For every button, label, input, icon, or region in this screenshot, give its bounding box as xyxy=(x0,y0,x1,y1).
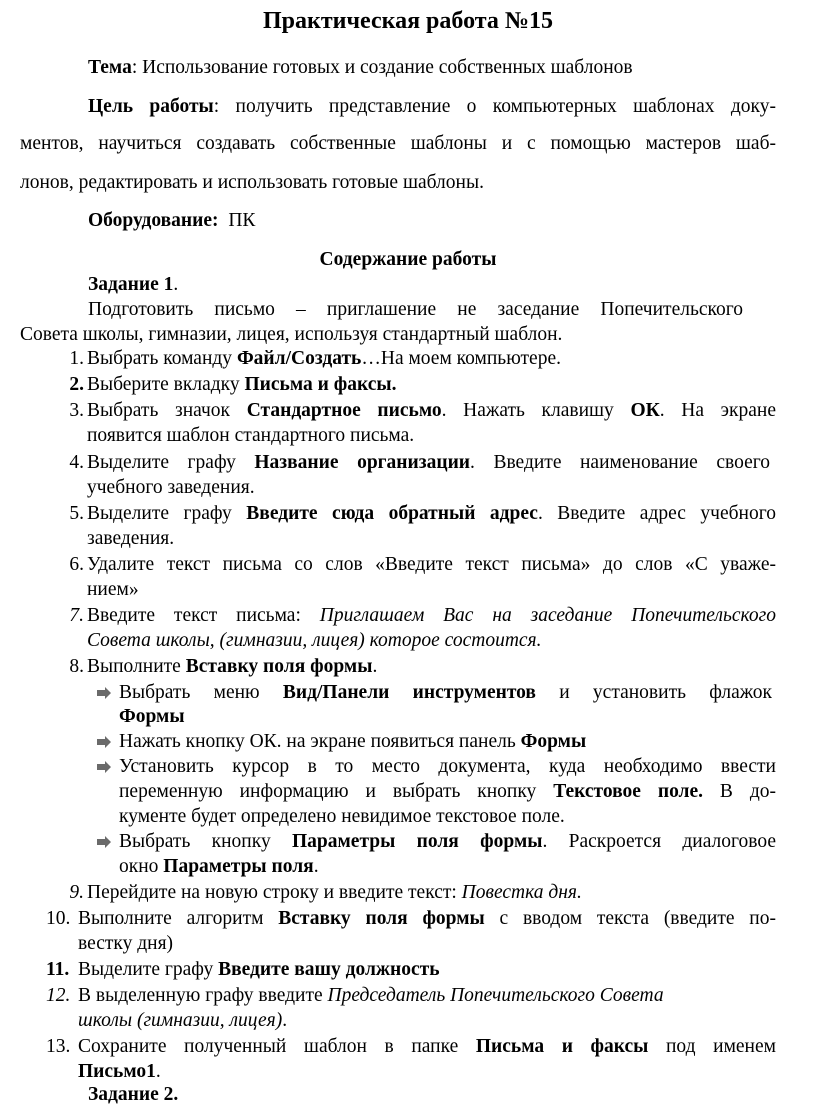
step-number: 9. xyxy=(69,882,84,903)
step-text-plain: Выделите графу xyxy=(87,503,247,524)
task1-label: Задание 1 xyxy=(88,274,174,295)
step-text: Удалите текст письма со слов «Введите текст письма» до слов «С уваже- xyxy=(87,554,776,575)
step-text xyxy=(78,1034,776,1060)
step-number: 6. xyxy=(69,554,84,575)
step-text-bold: Письмо1 xyxy=(78,1061,156,1082)
step-text-italic: Председатель Попечительского Совета xyxy=(327,985,664,1006)
step-number: 8. xyxy=(69,656,84,677)
task2-heading: Задание 2. xyxy=(88,1084,179,1105)
step-text xyxy=(87,450,770,476)
step-text xyxy=(87,880,776,906)
topic-text: : Использование готовых и создание собственных шаблонов xyxy=(131,57,633,78)
step-text-bold: Вставку поля формы xyxy=(185,656,373,677)
step-number: 4. xyxy=(69,452,84,473)
step-text-plain: . xyxy=(282,1010,288,1031)
step-7-cont: Совета школы, (гимназии, лицея) которое состоится. xyxy=(87,630,542,651)
step-text-plain: . Нажать клавишу xyxy=(441,400,631,421)
task1-intro-1: Подготовить письмо – приглашение не заседание Попечительского xyxy=(88,299,743,320)
step-number: 1. xyxy=(69,348,84,369)
step-text xyxy=(87,372,776,398)
step-text-plain: Сохраните полученный шаблон в папке xyxy=(78,1036,476,1057)
step-text-plain: Выполните алгоритм xyxy=(78,908,279,929)
sub-text-plain: и установить флажок xyxy=(535,682,773,703)
content-heading: Содержание работы xyxy=(319,249,497,270)
step-text xyxy=(87,603,776,629)
topic-label: Тема xyxy=(88,57,132,78)
step-number: 7. xyxy=(69,605,84,626)
step-text-plain: Введите текст письма: xyxy=(87,605,320,626)
task1-dot: . xyxy=(173,274,179,295)
sub-text-plain: Выбрать меню xyxy=(119,682,283,703)
sub-text-plain: Нажать кнопку ОК. на экране появиться панель xyxy=(119,731,521,752)
step-text-bold: Письма и факсы xyxy=(475,1036,649,1057)
step-text xyxy=(87,398,776,424)
step-text-bold: Файл/Создать xyxy=(236,348,362,369)
sub-text-plain: . Раскроется диалоговое xyxy=(542,831,776,852)
task1-heading xyxy=(88,272,816,298)
step-text-plain: Выбрать команду xyxy=(87,348,237,369)
step-text-plain: Выделите графу xyxy=(87,452,255,473)
page-title: Практическая работа №15 xyxy=(263,8,553,34)
step-number: 13. xyxy=(46,1036,71,1057)
sub-item-text xyxy=(119,680,772,706)
step-12-cont xyxy=(78,1008,816,1034)
arrow-bullet-icon xyxy=(96,686,112,700)
goal-line-1 xyxy=(88,94,776,120)
goal-label: Цель работы xyxy=(88,96,214,117)
equipment-label: Оборудование: xyxy=(88,210,219,231)
sub-item-1-cont: Формы xyxy=(119,706,185,727)
step-text-bold: Письма и факсы. xyxy=(244,374,397,395)
step-number: 2. xyxy=(69,374,84,395)
sub-text-plain: Выбрать кнопку xyxy=(119,831,292,852)
equipment-value: ПК xyxy=(228,210,256,231)
step-number: 10. xyxy=(46,908,71,929)
sub-text-bold: Параметры поля формы xyxy=(292,831,543,852)
step-text-plain: . xyxy=(155,1061,161,1082)
arrow-bullet-icon xyxy=(96,835,112,849)
step-text-plain: . Введите наименование своего xyxy=(470,452,770,473)
sub-text-bold: Параметры поля xyxy=(163,856,314,877)
step-text xyxy=(78,983,776,1009)
step-text-bold: Стандартное письмо xyxy=(246,400,442,421)
step-text-plain: Выберите вкладку xyxy=(87,374,245,395)
sub-text-bold: Вид/Панели инструментов xyxy=(282,682,536,703)
step-text xyxy=(78,957,776,983)
step-number: 11. xyxy=(46,959,70,980)
step-5-cont: заведения. xyxy=(87,528,175,549)
goal-line-2: ментов, научиться создавать собственные шаблоны и с помощью мастеров шаб- xyxy=(20,133,776,154)
sub-item-text xyxy=(119,829,776,855)
step-text-plain: под именем xyxy=(648,1036,776,1057)
step-text xyxy=(87,654,776,680)
step-text-plain: Выполните xyxy=(87,656,186,677)
step-text-italic: школы (гимназии, лицея) xyxy=(78,1010,283,1031)
sub-item-3-cont-2: кументе будет определено невидимое текстовое поле. xyxy=(119,806,565,827)
task1-intro-2: Совета школы, гимназии, лицея, используя стандартный шаблон. xyxy=(20,324,563,345)
step-text-plain: . На экране xyxy=(659,400,777,421)
step-text-plain: Выбрать значок xyxy=(87,400,247,421)
step-text-plain: Выделите графу xyxy=(78,959,219,980)
goal-text-1: : получить представление о компьютерных шаблонах доку- xyxy=(213,96,776,117)
step-10-cont: вестку дня) xyxy=(78,933,174,954)
sub-item-text: Установить курсор в то место документа, куда необходимо ввести xyxy=(119,756,776,777)
step-text-plain: . xyxy=(372,656,378,677)
step-text-bold: Введите сюда обратный адрес xyxy=(246,503,538,524)
step-text-plain: Перейдите на новую строку и введите текст: xyxy=(87,882,462,903)
step-text xyxy=(87,346,776,372)
step-text-plain: . Введите адрес учебного xyxy=(537,503,776,524)
step-text-plain: с вводом текста (введите по- xyxy=(484,908,776,929)
step-4-cont: учебного заведения. xyxy=(87,477,255,498)
step-text-bold: ОК xyxy=(630,400,660,421)
step-text-bold: Название организации xyxy=(254,452,471,473)
step-number: 5. xyxy=(69,503,84,524)
goal-line-3: лонов, редактировать и использовать готовые шаблоны. xyxy=(20,172,484,193)
equipment-line xyxy=(88,208,816,234)
sub-text-plain: окно xyxy=(119,856,164,877)
step-text-bold: Введите вашу должность xyxy=(218,959,440,980)
sub-text-plain: . xyxy=(313,856,319,877)
step-text-plain: В выделенную графу введите xyxy=(78,985,328,1006)
step-6-cont: нием» xyxy=(87,579,139,600)
sub-text-plain: В до- xyxy=(703,781,776,802)
step-3-cont: появится шаблон стандартного письма. xyxy=(87,425,415,446)
topic-line xyxy=(88,55,816,81)
step-text-plain: …На моем компьютере. xyxy=(361,348,561,369)
step-text-italic: Приглашаем Вас на заседание Попечительского xyxy=(319,605,776,626)
step-text xyxy=(87,501,776,527)
step-text-bold: Вставку поля формы xyxy=(278,908,485,929)
arrow-bullet-icon xyxy=(96,760,112,774)
step-number: 12. xyxy=(46,985,71,1006)
step-number: 3. xyxy=(69,400,84,421)
sub-text-bold: Формы xyxy=(520,731,587,752)
sub-item-text xyxy=(119,729,776,755)
sub-item-3-cont-1 xyxy=(119,779,776,805)
sub-item-4-cont xyxy=(119,854,816,880)
step-text xyxy=(78,906,776,932)
sub-text-bold: Текстовое поле. xyxy=(553,781,704,802)
sub-text-plain: переменную информацию и выбрать кнопку xyxy=(119,781,554,802)
arrow-bullet-icon xyxy=(96,735,112,749)
step-text-italic: Повестка дня. xyxy=(461,882,582,903)
